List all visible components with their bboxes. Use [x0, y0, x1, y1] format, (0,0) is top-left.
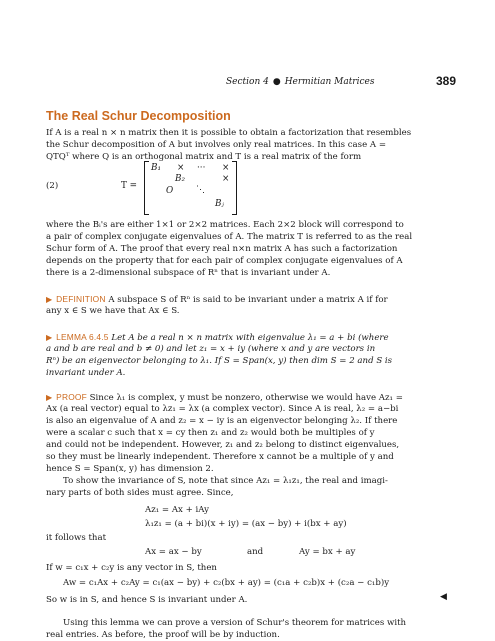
intro-line-3: QTQᵀ where Q is an orthogonal matrix and T is a real matrix of the form	[46, 152, 362, 162]
matrix-cell: B₁	[151, 163, 161, 173]
closing-line: real entries. As before, the proof will be by induction.	[46, 630, 280, 640]
equation-and: and	[247, 547, 264, 557]
matrix-cell: ×	[177, 163, 185, 173]
follows-text: it follows that	[46, 533, 107, 543]
matrix-cell: ×	[222, 163, 230, 173]
running-header	[226, 77, 374, 87]
equation-label: (2)	[46, 181, 59, 191]
triangle-marker-icon: ▶	[46, 333, 53, 342]
body-line: where the Bᵢ's are either 1×1 or 2×2 matrices. Each 2×2 block will correspond to	[46, 220, 404, 230]
intro-line-1: If A is a real n × n matrix then it is possible to obtain a factorization that resembles	[46, 128, 412, 138]
matrix-cell: ⋱	[196, 185, 205, 195]
equation-ax: Ax = ax − by	[145, 547, 202, 557]
proof-line: so they must be linearly independent. Therefore x cannot be a multiple of y and	[46, 452, 394, 462]
lemma-line: Rⁿ) be an eigenvector belonging to λ₁. If S = Span(x, y) then dim S = 2 and S is	[46, 356, 393, 366]
proof-keyword: PROOF	[56, 392, 87, 402]
matrix-cell: Bⱼ	[215, 199, 224, 209]
section-title: The Real Schur Decomposition	[46, 109, 231, 123]
definition-line-2: any x ∈ S we have that Ax ∈ S.	[46, 306, 180, 316]
triangle-marker-icon: ▶	[46, 295, 53, 304]
equation-lambda-z1: λ₁z₁ = (a + bi)(x + iy) = (ax − by) + i(bx + ay)	[145, 519, 347, 529]
body-line: depends on the property that for each pair of complex conjugate eigenvalues of A	[46, 256, 403, 266]
proof-line: To show the invariance of S, note that since Az₁ = λ₁z₁, the real and imagi-	[63, 476, 388, 486]
proof-line: nary parts of both sides must agree. Since,	[46, 488, 234, 498]
qed-triangle-icon: ◀	[440, 592, 447, 602]
definition-keyword: DEFINITION	[56, 294, 106, 304]
closing-line: Using this lemma we can prove a version of Schur's theorem for matrices with	[63, 618, 407, 628]
if-line: If w = c₁x + c₂y is any vector in S, then	[46, 563, 217, 573]
body-line: there is a 2-dimensional subspace of Rⁿ that is invariant under A.	[46, 268, 331, 278]
header-section: Section 4	[226, 77, 269, 87]
proof-text: Since λ₁ is complex, y must be nonzero, otherwise we would have Az₁ =	[89, 393, 403, 403]
proof-line: were a scalar c such that x = cy then z₁ and z₂ would both be multiples of y	[46, 428, 375, 438]
matrix-right-bracket	[232, 161, 237, 215]
lemma-line: invariant under A.	[46, 368, 126, 378]
body-line: a pair of complex conjugate eigenvalues of A. The matrix T is referred to as the real	[46, 232, 413, 242]
definition-text: A subspace S of Rⁿ is said to be invariant under a matrix A if for	[108, 295, 388, 305]
matrix-lhs: T =	[121, 181, 138, 191]
page-number: 389	[436, 74, 457, 88]
matrix-cell: ×	[222, 174, 230, 184]
matrix-cell: B₂	[175, 174, 185, 184]
so-line: So w is in S, and hence S is invariant under A.	[46, 595, 248, 605]
header-separator: ●	[272, 77, 281, 87]
matrix-cell: ···	[197, 163, 206, 173]
equation-az1: Az₁ = Ax + iAy	[145, 505, 210, 515]
header-topic: Hermitian Matrices	[284, 77, 375, 87]
lemma-line: a and b are real and b ≠ 0) and let z₁ = x + iy (where x and y are vectors in	[46, 344, 376, 354]
intro-line-2: the Schur decomposition of A but involves only real matrices. In this case A =	[46, 140, 387, 150]
body-line: Schur form of A. The proof that every real n×n matrix A has such a factorization	[46, 244, 398, 254]
proof-line: hence S = Span(x, y) has dimension 2.	[46, 464, 214, 474]
matrix-cell: O	[166, 186, 174, 196]
lemma-keyword: LEMMA 6.4.5	[56, 332, 109, 342]
matrix-left-bracket	[144, 161, 149, 215]
lemma-text: Let A be a real n × n matrix with eigenvalue λ₁ = a + bi (where	[111, 333, 389, 343]
proof-line: and could not be independent. However, z₁ and z₂ belong to distinct eigenvalues,	[46, 440, 400, 450]
triangle-marker-icon: ▶	[46, 393, 53, 402]
proof-line: Ax (a real vector) equal to λz₁ = λx (a complex vector). Since A is real, λ₂ = a−bi	[46, 404, 399, 414]
proof-line: is also an eigenvalue of A and z₂ = x − iy is an eigenvector belonging λ₂. If there	[46, 416, 398, 426]
equation-ay: Ay = bx + ay	[299, 547, 356, 557]
equation-aw: Aw = c₁Ax + c₂Ay = c₁(ax − by) + c₂(bx + ay) = (c₁a + c₂b)x + (c₂a − c₁b)y	[63, 578, 390, 588]
